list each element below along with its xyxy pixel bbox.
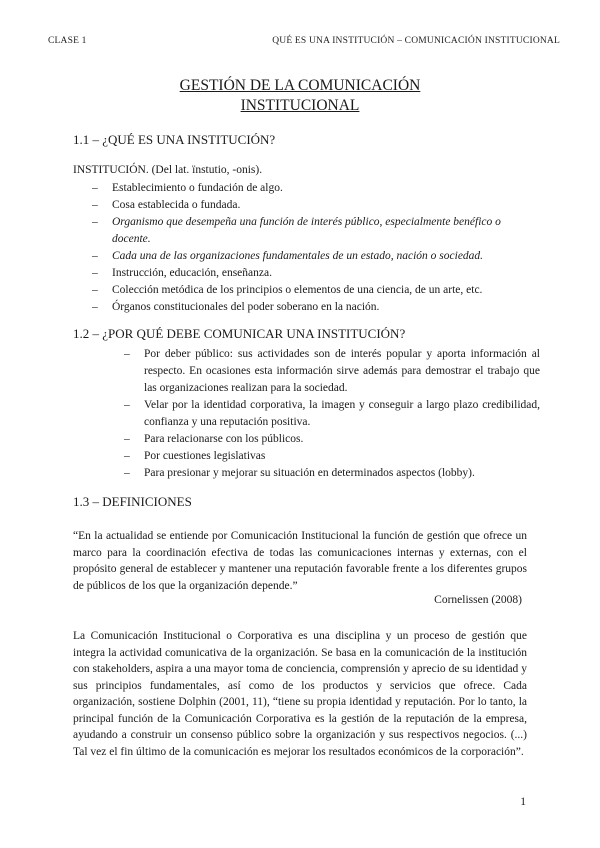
list-item: – Colección metódica de los principios o elementos de una ciencia, de un arte, etc. <box>90 282 540 299</box>
list-item: – Por cuestiones legislativas <box>122 448 540 465</box>
title-line-1: GESTIÓN DE LA COMUNICACIÓN <box>179 77 421 94</box>
quote-author: Cornelissen (2008) <box>434 594 522 606</box>
body-paragraph: La Comunicación Institucional o Corporativa es una disciplina y un proceso de gestión que integra la actividad comunicativa de la organización. Se basa en la comunicación de la institución con stakeholders, aspira a una mayor toma de conciencia, comprensión y aprecio de su identidad y sus principios fundamentales, así como de los productos y servicios que ofrece. Cada organización, sostiene Dolphin (2001, 11), “tiene su propia identidad y reputación. Por lo tanto, la principal función de la Comunicación Corporativa es la gestión de la reputación de la empresa, ayudando a construir un consenso público sobre la organización y sus respectivos negocios. (...) Tal vez el fin último de la comunicación es mejorar los resultados económicos de la corporación”. <box>73 630 527 758</box>
list-item: – Para relacionarse con los públicos. <box>122 431 540 448</box>
list-item: – Cosa establecida o fundada. <box>90 197 540 214</box>
list-item: – Velar por la identidad corporativa, la imagen y conseguir a largo plazo credibilidad, confianza y una reputación positiva. <box>122 397 540 431</box>
definition-quote: “En la actualidad se entiende por Comunicación Institucional la función de gestión que ofrece un marco para la coordinación efectiva de todas las comunicaciones internas y externas, con el propósito general de establecer y mantener una reputación favorable frente a los diferentes grupos de públicos de los que la organización depende.” <box>73 530 527 592</box>
header-class-label: CLASE 1 <box>48 36 87 46</box>
list-item: – Órganos constitucionales del poder soberano en la nación. <box>90 299 540 316</box>
list-item: – Cada una de las organizaciones fundamentales de un estado, nación o sociedad. <box>90 248 540 265</box>
list-item: – Establecimiento o fundación de algo. <box>90 180 540 197</box>
page-number: 1 <box>520 796 526 808</box>
section-2-heading: 1.2 – ¿POR QUÉ DEBE COMUNICAR UNA INSTITUCIÓN? <box>73 326 406 341</box>
list-item: – Para presionar y mejorar su situación en determinados aspectos (lobby). <box>122 465 540 482</box>
section-1-heading: 1.1 – ¿QUÉ ES UNA INSTITUCIÓN? <box>73 132 276 147</box>
header-topic-label: QUÉ ES UNA INSTITUCIÓN – COMUNICACIÓN INSTITUCIONAL <box>272 36 560 46</box>
list-item: – Organismo que desempeña una función de interés público, especialmente benéfico o docente. <box>90 214 540 248</box>
list-item: – Por deber público: sus actividades son de interés popular y aporta información al respecto. En ocasiones esta información sirve además para demostrar el trabajo que las organizaciones realizan para la sociedad. <box>122 346 540 397</box>
title-line-2: INSTITUCIONAL <box>240 97 360 114</box>
definition-line: INSTITUCIÓN. (Del lat. ïnstutio, -onis). <box>73 164 263 176</box>
document-title <box>0 76 600 116</box>
section-3-heading: 1.3 – DEFINICIONES <box>73 494 192 509</box>
list-item: – Instrucción, educación, enseñanza. <box>90 265 540 282</box>
reasons-list <box>122 346 540 482</box>
definition-list <box>90 180 540 316</box>
